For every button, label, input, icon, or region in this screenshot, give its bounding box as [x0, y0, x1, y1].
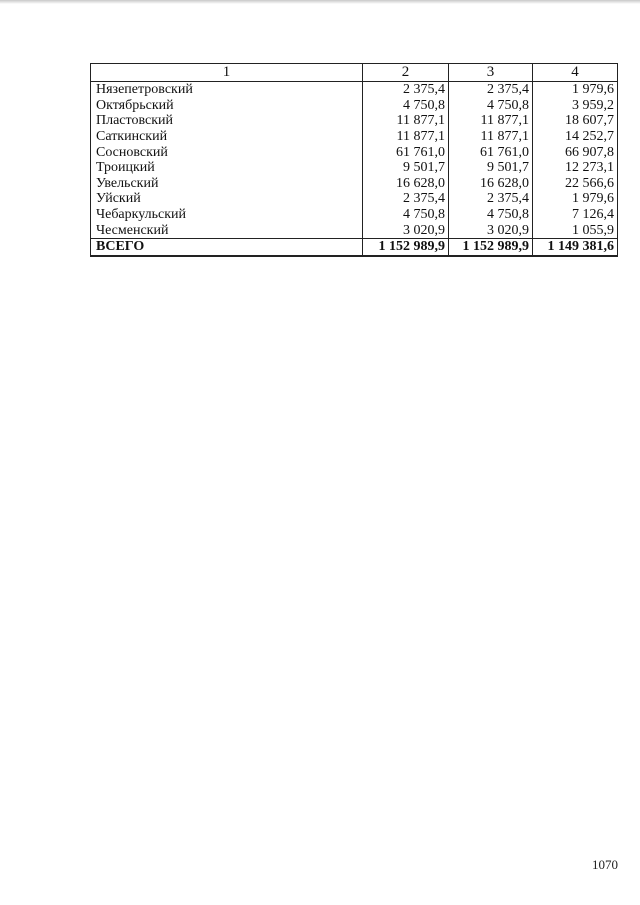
value-col-4: 1 055,9 — [533, 222, 618, 238]
value-col-4: 1 979,6 — [533, 191, 618, 207]
value-col-2: 9 501,7 — [363, 160, 449, 176]
value-col-3: 16 628,0 — [449, 176, 533, 192]
value-col-4: 1 979,6 — [533, 82, 618, 98]
value-col-3: 2 375,4 — [449, 191, 533, 207]
district-name: Октябрьский — [91, 98, 363, 114]
value-col-2: 4 750,8 — [363, 98, 449, 114]
total-col-4: 1 149 381,6 — [533, 238, 618, 256]
total-row — [91, 238, 618, 256]
value-col-2: 16 628,0 — [363, 176, 449, 192]
header-row — [91, 64, 618, 82]
district-name: Чесменский — [91, 222, 363, 238]
value-col-3: 61 761,0 — [449, 144, 533, 160]
district-name: Саткинский — [91, 129, 363, 145]
value-col-2: 11 877,1 — [363, 113, 449, 129]
column-header-1: 1 — [91, 64, 363, 82]
column-header-4: 4 — [533, 64, 618, 82]
table-row — [91, 129, 618, 145]
table-row — [91, 98, 618, 114]
value-col-3: 4 750,8 — [449, 98, 533, 114]
district-name: Уйский — [91, 191, 363, 207]
table-header — [91, 64, 618, 82]
table-row — [91, 144, 618, 160]
value-col-2: 11 877,1 — [363, 129, 449, 145]
district-name: Чебаркульский — [91, 207, 363, 223]
district-name: Сосновский — [91, 144, 363, 160]
value-col-3: 4 750,8 — [449, 207, 533, 223]
value-col-2: 61 761,0 — [363, 144, 449, 160]
value-col-2: 2 375,4 — [363, 191, 449, 207]
total-col-2: 1 152 989,9 — [363, 238, 449, 256]
value-col-3: 9 501,7 — [449, 160, 533, 176]
table-row — [91, 191, 618, 207]
total-label: ВСЕГО — [91, 238, 363, 256]
table-row — [91, 176, 618, 192]
value-col-4: 7 126,4 — [533, 207, 618, 223]
table-row — [91, 222, 618, 238]
column-header-2: 2 — [363, 64, 449, 82]
value-col-4: 18 607,7 — [533, 113, 618, 129]
table-row — [91, 113, 618, 129]
district-name: Нязепетровский — [91, 82, 363, 98]
value-col-3: 11 877,1 — [449, 129, 533, 145]
value-col-4: 12 273,1 — [533, 160, 618, 176]
district-name: Увельский — [91, 176, 363, 192]
table-row — [91, 207, 618, 223]
total-col-3: 1 152 989,9 — [449, 238, 533, 256]
district-name: Троицкий — [91, 160, 363, 176]
value-col-3: 2 375,4 — [449, 82, 533, 98]
value-col-4: 3 959,2 — [533, 98, 618, 114]
value-col-2: 4 750,8 — [363, 207, 449, 223]
district-name: Пластовский — [91, 113, 363, 129]
value-col-2: 2 375,4 — [363, 82, 449, 98]
page-number: 1070 — [592, 857, 618, 872]
column-header-3: 3 — [449, 64, 533, 82]
value-col-2: 3 020,9 — [363, 222, 449, 238]
scan-edge — [0, 0, 640, 4]
value-col-4: 14 252,7 — [533, 129, 618, 145]
table-row — [91, 160, 618, 176]
value-col-4: 66 907,8 — [533, 144, 618, 160]
value-col-4: 22 566,6 — [533, 176, 618, 192]
table-row — [91, 82, 618, 98]
value-col-3: 3 020,9 — [449, 222, 533, 238]
data-table — [90, 63, 618, 257]
value-col-3: 11 877,1 — [449, 113, 533, 129]
